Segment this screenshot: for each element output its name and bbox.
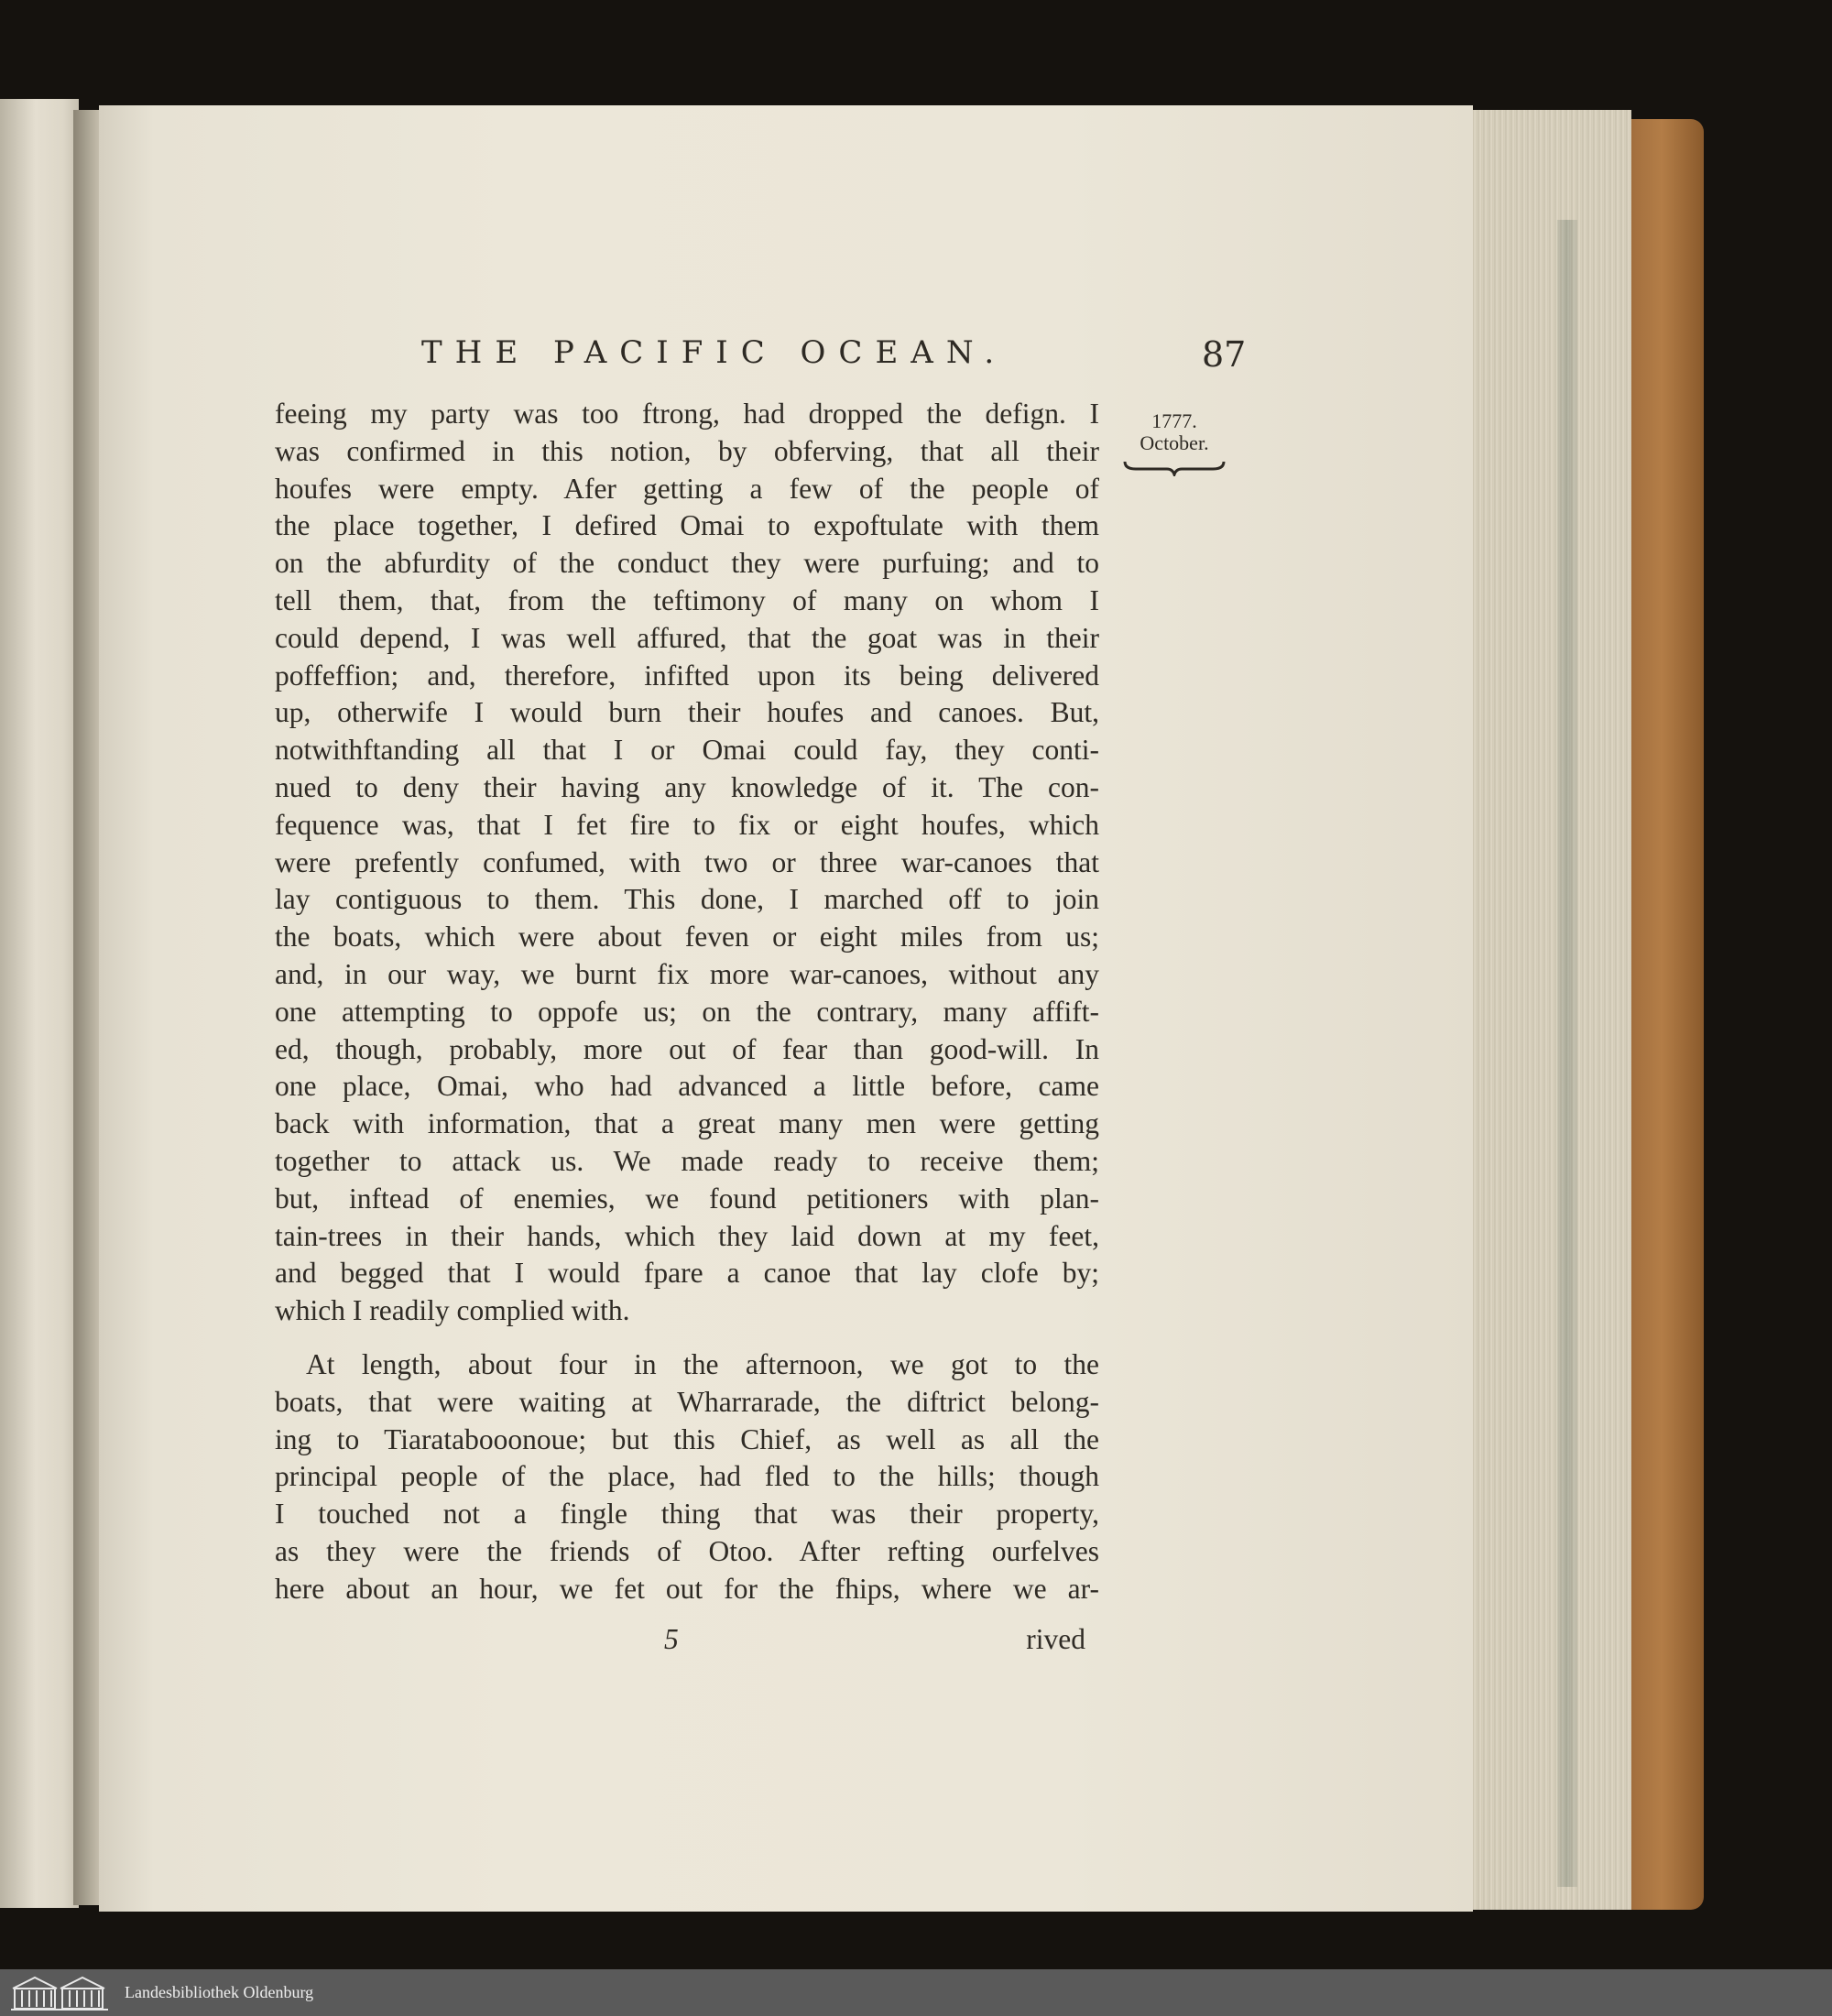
text-line: tain-trees in their hands, which they laid down at my feet, bbox=[275, 1219, 1099, 1252]
text-line: houfes were empty. Afer getting a few of the people of bbox=[275, 472, 1099, 505]
text-line: and, in our way, we burnt fix more war-canoes, without any bbox=[275, 957, 1099, 990]
paragraph-gap bbox=[275, 1330, 1099, 1346]
text-line: could depend, I was well affured, that the goat was in their bbox=[275, 621, 1099, 654]
text-line: At length, about four in the afternoon, we got to the bbox=[306, 1347, 1099, 1380]
text-line: together to attack us. We made ready to receive them; bbox=[275, 1144, 1099, 1177]
text-line: feeing my party was too ftrong, had dropped the defign. I bbox=[275, 398, 1099, 430]
text-line: one attempting to oppofe us; on the contrary, many affift- bbox=[275, 995, 1099, 1028]
text-line: back with information, that a great many men were getting bbox=[275, 1107, 1099, 1140]
footer-bar bbox=[0, 1969, 1832, 2016]
text-line: nued to deny their having any knowledge of it. The con- bbox=[275, 770, 1099, 803]
text-line: the place together, I defired Omai to expoftulate with them bbox=[275, 509, 1099, 542]
text-line: up, otherwife I would burn their houfes and canoes. But, bbox=[275, 696, 1099, 729]
text-line: ed, though, probably, more out of fear than good-will. In bbox=[275, 1032, 1099, 1065]
paragraph-2 bbox=[275, 1346, 1099, 1608]
margin-year: 1777. bbox=[1151, 409, 1197, 432]
text-line: as they were the friends of Otoo. After refting ourfelves bbox=[275, 1534, 1099, 1567]
text-line: I touched not a fingle thing that was their property, bbox=[275, 1498, 1099, 1531]
paragraph-1 bbox=[275, 396, 1099, 1330]
text-line: but, inftead of enemies, we found petitioners with plan- bbox=[275, 1182, 1099, 1215]
margin-month: October. bbox=[1140, 431, 1209, 454]
text-line: tell them, that, from the teftimony of many on whom I bbox=[275, 583, 1099, 616]
catchword: rived bbox=[1026, 1623, 1085, 1655]
signature-mark: 5 bbox=[664, 1623, 679, 1655]
page-number: 87 bbox=[1202, 334, 1247, 375]
text-line: and begged that I would fpare a canoe that lay clofe by; bbox=[275, 1257, 1099, 1290]
text-line: which I readily complied with. bbox=[275, 1294, 630, 1327]
text-line: one place, Omai, who had advanced a little before, came bbox=[275, 1070, 1099, 1103]
text-line: principal people of the place, had fled to the hills; though bbox=[275, 1460, 1099, 1493]
text-line: lay contiguous to them. This done, I marched off to join bbox=[275, 883, 1099, 916]
previous-page-edge bbox=[0, 99, 79, 1908]
text-line: poffeffion; and, therefore, infifted upon its being delivered bbox=[275, 659, 1099, 692]
running-header: THE PACIFIC OCEAN. bbox=[421, 334, 1008, 371]
text-line: here about an hour, we fet out for the fhips, where we ar- bbox=[275, 1572, 1099, 1605]
page-block-stain bbox=[1557, 220, 1577, 1887]
text-line: ing to Tiaratabooonoue; but this Chief, as well as all the bbox=[275, 1422, 1099, 1455]
curly-brace-icon bbox=[1123, 460, 1226, 476]
body-text bbox=[275, 396, 1099, 1608]
margin-note bbox=[1119, 410, 1229, 476]
page-block-edge bbox=[1471, 110, 1631, 1910]
text-line: boats, that were waiting at Wharrarade, the diftrict belong- bbox=[275, 1385, 1099, 1418]
text-line: fequence was, that I fet fire to fix or eight houfes, which bbox=[275, 808, 1099, 841]
text-line: were prefently confumed, with two or three war-canoes that bbox=[275, 845, 1099, 878]
text-line: the boats, which were about feven or eight miles from us; bbox=[275, 921, 1099, 954]
library-building-icon bbox=[9, 1974, 112, 2012]
text-line: was confirmed in this notion, by obferving, that all their bbox=[275, 434, 1099, 467]
library-name: Landesbibliothek Oldenburg bbox=[125, 1983, 314, 2001]
text-line: notwithftanding all that I or Omai could fay, they conti- bbox=[275, 734, 1099, 767]
text-line: on the abfurdity of the conduct they were purfuing; and to bbox=[275, 547, 1099, 580]
gutter-shadow bbox=[73, 110, 101, 1905]
